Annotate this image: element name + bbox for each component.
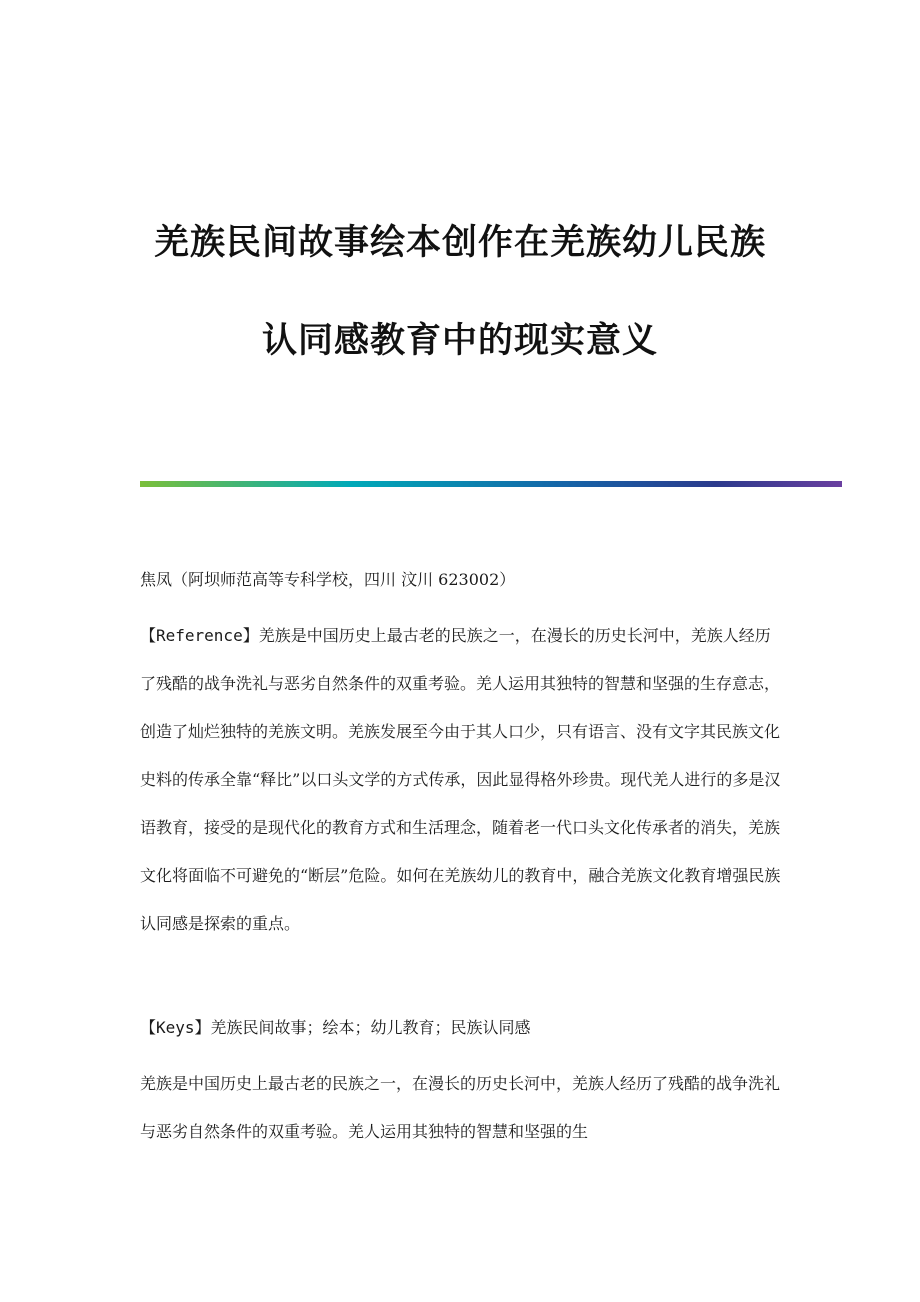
keywords-text: 羌族民间故事；绘本；幼儿教育；民族认同感 <box>210 1018 531 1037</box>
intro-paragraph: 羌族是中国历史上最古老的民族之一，在漫长的历史长河中，羌族人经历了残酷的战争洗礼与恶劣自然条件的双重考验。羌人运用其独特的智慧和坚强的生 <box>140 1074 781 1141</box>
abstract <box>140 612 782 948</box>
title-line-2: 认同感教育中的现实意义 <box>261 321 658 361</box>
title-line-1: 羌族民间故事绘本创作在羌族幼儿民族 <box>153 223 766 263</box>
keywords-label: 【Keys】 <box>140 1018 211 1037</box>
abstract-label: 【Reference】 <box>140 626 259 645</box>
keywords <box>140 1004 782 1052</box>
author-affiliation: 焦凤（阿坝师范高等专科学校，四川 汶川 623002） <box>140 570 516 589</box>
abstract-text: 羌族是中国历史上最古老的民族之一，在漫长的历史长河中，羌族人经历了残酷的战争洗礼与恶劣自然条件的双重考验。羌人运用其独特的智慧和坚强的生存意志，创造了灿烂独特的羌族文明。羌族发展至今由于其人口少，只有语言、没有文字其民族文化史料的传承全靠“释比”以口头文学的方式传承，因此显得格外珍贵。现代羌人进行的多是汉语教育，接受的是现代化的教育方式和生活理念，随着老一代口头文化传承者的消失，羌族文化将面临不可避免的“断层”危险。如何在羌族幼儿的教育中，融合羌族文化教育增强民族认同感是探索的重点。 <box>140 626 781 933</box>
title-divider <box>140 481 842 487</box>
